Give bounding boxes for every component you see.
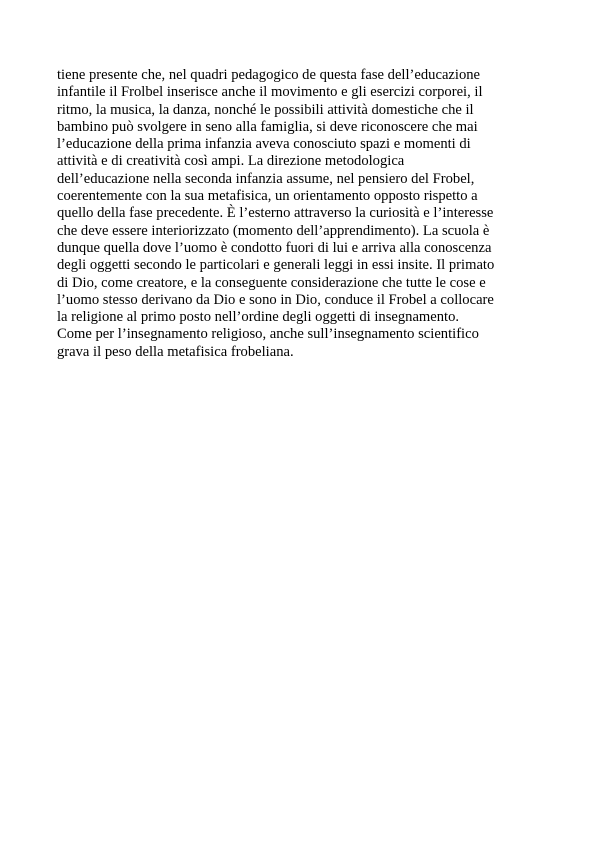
text-line: quello della fase precedente. È l’esterno attraverso la curiosità e l’interesse [57,205,494,222]
text-line: attività e di creatività così ampi. La direzione metodologica [57,153,405,170]
text-line: dunque quella dove l’uomo è condotto fuori di lui e arriva alla conoscenza [57,239,492,256]
text-line: tiene presente che, nel quadri pedagogico de questa fase dell’educazione [57,67,481,83]
text-line: di Dio, come creatore, e la conseguente considerazione che tutte le cose e [57,274,486,291]
text-line: che deve essere interiorizzato (momento dell’apprendimento). La scuola è [57,222,490,239]
text-line: l’educazione della prima infanzia aveva conosciuto spazi e momenti di [57,136,471,153]
text-line: dell’educazione nella seconda infanzia assume, nel pensiero del Frobel, [57,170,475,187]
text-line: bambino può svolgere in seno alla famiglia, si deve riconoscere che mai [57,118,478,135]
text-line: coerentemente con la sua metafisica, un orientamento opposto rispetto a [57,188,478,205]
text-line: grava il peso della metafisica frobeliana. [57,343,294,360]
text-line: degli oggetti secondo le particolari e generali leggi in essi insite. Il primato [57,257,495,274]
text-line: infantile il Frolbel inserisce anche il movimento e gli esercizi corporei, il [57,84,483,101]
text-line: l’uomo stesso derivano da Dio e sono in Dio, conduce il Frobel a collocare [57,291,494,308]
text-line: la religione al primo posto nell’ordine degli oggetti di insegnamento. [57,309,460,326]
text-line: ritmo, la musica, la danza, nonché le possibili attività domestiche che il [57,101,474,118]
text-line: Come per l’insegnamento religioso, anche sull’insegnamento scientifico [57,326,479,343]
body-paragraph [57,67,547,361]
